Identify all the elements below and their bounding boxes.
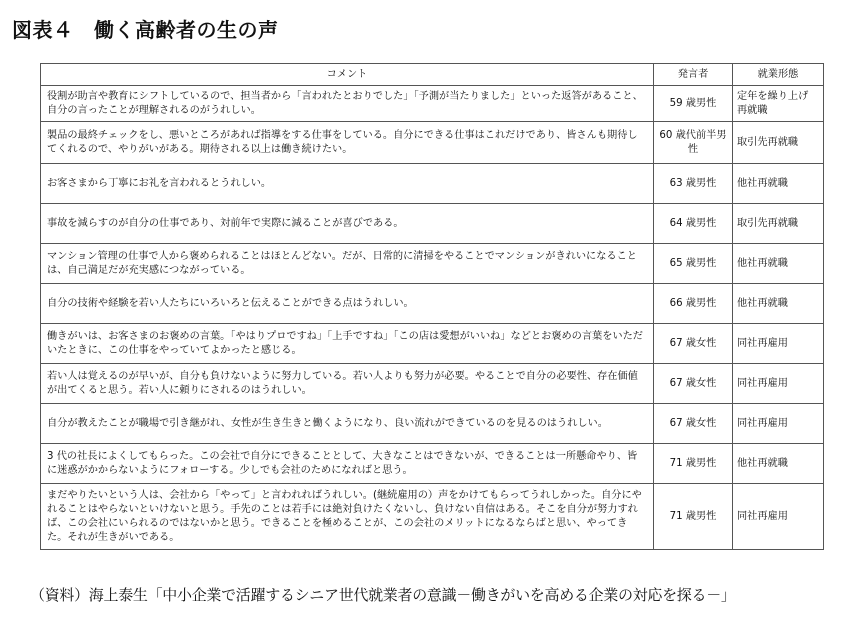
column-header-employment: 就業形態 xyxy=(733,64,824,86)
table-row xyxy=(41,204,824,244)
employment-cell: 他社再就職 xyxy=(733,244,824,284)
speaker-cell: 65 歳男性 xyxy=(654,244,733,284)
speaker-cell: 67 歳女性 xyxy=(654,324,733,364)
employment-cell: 他社再就職 xyxy=(733,444,824,484)
speaker-cell: 60 歳代前半男性 xyxy=(654,122,733,164)
employment-cell: 同社再雇用 xyxy=(733,484,824,550)
comment-cell: 自分の技術や経験を若い人たちにいろいろと伝えることができる点はうれしい。 xyxy=(41,284,654,324)
column-header-comment: コメント xyxy=(41,64,654,86)
employment-cell: 同社再雇用 xyxy=(733,324,824,364)
table-row xyxy=(41,164,824,204)
employment-cell: 同社再雇用 xyxy=(733,364,824,404)
employment-cell: 取引先再就職 xyxy=(733,122,824,164)
table-row xyxy=(41,444,824,484)
employment-cell: 同社再雇用 xyxy=(733,404,824,444)
employment-cell: 取引先再就職 xyxy=(733,204,824,244)
table-row xyxy=(41,122,824,164)
comment-cell: 自分が教えたことが職場で引き継がれ、女性が生き生きと働くようになり、良い流れができているのを見るのはうれしい。 xyxy=(41,404,654,444)
employment-cell: 他社再就職 xyxy=(733,164,824,204)
comment-cell: 事故を減らすのが自分の仕事であり、対前年で実際に減ることが喜びである。 xyxy=(41,204,654,244)
employment-cell: 定年を繰り上げ再就職 xyxy=(733,86,824,122)
comment-cell: 働きがいは、お客さまのお褒めの言葉。「やはりプロですね」「上手ですね」「この店は愛想がいいね」などとお褒めの言葉をいただいたときに、この仕事をやっていてよかったと感じる。 xyxy=(41,324,654,364)
comment-cell: お客さまから丁寧にお礼を言われるとうれしい。 xyxy=(41,164,654,204)
speaker-cell: 59 歳男性 xyxy=(654,86,733,122)
table-row xyxy=(41,324,824,364)
table-row xyxy=(41,484,824,550)
table-header-row xyxy=(41,64,824,86)
table-row xyxy=(41,404,824,444)
speaker-cell: 66 歳男性 xyxy=(654,284,733,324)
comment-cell: 製品の最終チェックをし、悪いところがあれば指導をする仕事をしている。自分にできる仕事はこれだけであり、皆さんも期待してくれるので、やりがいがある。期待される以上は働き続けたい。 xyxy=(41,122,654,164)
table-row xyxy=(41,364,824,404)
speaker-cell: 64 歳男性 xyxy=(654,204,733,244)
speaker-cell: 63 歳男性 xyxy=(654,164,733,204)
comment-cell: マンション管理の仕事で人から褒められることはほとんどない。だが、日常的に清掃をやることでマンションがきれいになることは、自己満足だが充実感につながっている。 xyxy=(41,244,654,284)
comment-cell: 3 代の社長によくしてもらった。この会社で自分にできることとして、大きなことはできないが、できることは一所懸命やり、皆に迷惑がかからないようにフォローする。少しでも会社のためになればと思う。 xyxy=(41,444,654,484)
table-row xyxy=(41,284,824,324)
speaker-cell: 71 歳男性 xyxy=(654,484,733,550)
comment-cell: 役割が助言や教育にシフトしているので、担当者から「言われたとおりでした」「予測が当たりました」といった返答があること、自分の言ったことが理解されるのがうれしい。 xyxy=(41,86,654,122)
speaker-cell: 71 歳男性 xyxy=(654,444,733,484)
comment-cell: まだやりたいという人は、会社から「やって」と言われればうれしい。(継続雇用の）声をかけてもらってうれしかった。自分にやれることはやらないといけないと思う。手先のことは若手には絶対負けたくないし、負けない自信はある。そこを自分が努力すれば、この会社にいられるのではないかと思う。できることを極めることが、この会社のメリットになるならばと思い、やってきた。それが生きがいである。 xyxy=(41,484,654,550)
figure-title: 図表４ 働く高齢者の生の声 xyxy=(12,18,279,42)
table-row xyxy=(41,86,824,122)
speaker-cell: 67 歳女性 xyxy=(654,404,733,444)
speaker-cell: 67 歳女性 xyxy=(654,364,733,404)
comment-cell: 若い人は覚えるのが早いが、自分も負けないように努力している。若い人よりも努力が必要。やることで自分の必要性、存在価値が出てくると思う。若い人に頼りにされるのはうれしい。 xyxy=(41,364,654,404)
employment-cell: 他社再就職 xyxy=(733,284,824,324)
comments-table xyxy=(40,63,824,550)
source-note: （資料）海上泰生「中小企業で活躍するシニア世代就業者の意識－働きがいを高める企業の対応を探る－」 xyxy=(30,586,736,604)
table-row xyxy=(41,244,824,284)
column-header-speaker: 発言者 xyxy=(654,64,733,86)
